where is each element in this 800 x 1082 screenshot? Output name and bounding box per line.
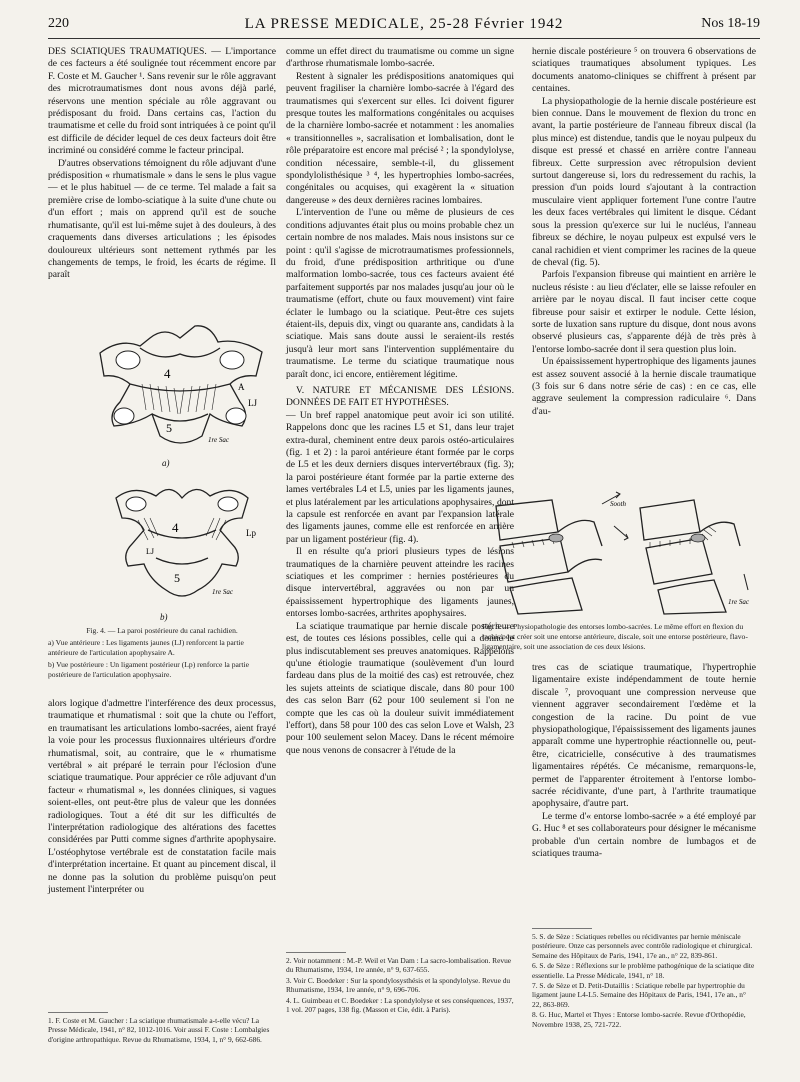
fig5-tag-sooth: Sooth xyxy=(610,500,626,508)
fig4a-tag-5: 5 xyxy=(166,421,172,435)
col3-top xyxy=(532,46,756,418)
col3-bottom xyxy=(532,662,756,861)
fig4b-tag-Lp: Lp xyxy=(246,528,256,538)
paragraph: Le terme d'« entorse lombo-sacrée » a été employé par G. Huc ⁸ et ses collaborateurs pour désigner le mécanisme probable d'un certain nombre de lumbagos et de sciatiques trauma- xyxy=(532,810,756,860)
issue-number: Nos 18-19 xyxy=(701,16,760,31)
fig4a-tag-LJ: LJ xyxy=(248,398,257,408)
paragraph: DES SCIATIQUES TRAUMATIQUES. — L'importance de ces facteurs a été soulignée tout récemment encore par F. Coste et M. Gaucher ¹. Sans revenir sur le rôle aggravant des microtraumatismes dont nous avons déjà parlé, réservons une mention spéciale au rôle aggravant ou prédisposant du froid. Dans certains cas, l'action du traumatisme et celle du froid sont intriquées à ce point qu'il est difficile de décider lequel de ces deux facteurs doit être incriminé ou considéré comme le facteur principal. xyxy=(48,46,276,157)
figure-4b-vertebra-posterior xyxy=(86,474,276,614)
col2-footnotes xyxy=(286,956,514,1015)
fig5-tag-sac: 1re Sac xyxy=(728,598,749,606)
paragraph: hernie discale postérieure ⁵ on trouvera 6 observations de sciatiques traumatiques absolument typiques. Les documents anatomo-cliniques se chiffrent à présent par centaines. xyxy=(532,46,756,95)
page-number: 220 xyxy=(48,16,69,31)
footnote: 8. G. Huc, Martel et Thyes : Entorse lombo-sacrée. Revue d'Orthopédie, Novembre 1938, 25, 721-722. xyxy=(532,1010,746,1029)
col2-text xyxy=(286,46,514,757)
fig4b-tag-sac: 1re Sac xyxy=(212,588,233,596)
fig4b-tag-LJ: LJ xyxy=(146,547,154,556)
fig4a-tag-4: 4 xyxy=(164,366,171,381)
paragraph: — Un bref rappel anatomique peut avoir ici son utilité. Rappelons donc que les racines L5 et S1, dans leur trajet extra-dural, cheminent entre deux parois ostéo-articulaires (fig. 1 et 2) : la paroi antérieure étant formée par le corps de L5 et les deux derniers disques intervertébraux (fig. 3); la paroi postérieure étant formée par la partie externe des lames vertébrales L4 et L5, unies par les ligaments jaunes, et plus latéralement par les articulations apophysaires, dont la capsule est renforcée en avant par l'expansion latérale des ligaments jaunes, comme elle est renforcée en arrière par un ligament postérieur (fig. 4). xyxy=(286,409,514,545)
paragraph: La sciatique traumatique par hernie discale postérieure est, de toutes ces lésions possibles, celle qui a donné le plus indiscutablement ses preuves anatomiques. Rappelons qu'une étiologie traumatique (soulèvement d'un lourd fardeau dans plus de la moitié des cas) est retrouvée, chez les sujets atteints de sciatique discale, dans 80 pour 100 des cas selon Barr (62 pour 100 seulement si l'on ne compte que les cas où la douleur suivit immédiatement l'effort), dans 58 pour 100 des cas selon Love et Walsh, 23 pour 100 seulement selon Macey. Dans le récent mémoire que nous venons de consacrer à l'étude de la xyxy=(286,620,514,756)
paragraph: comme un effet direct du traumatisme ou comme un signe d'arthrose rhumatismale lombo-sacrée. xyxy=(286,46,514,70)
col3-footnotes xyxy=(532,932,756,1030)
caption-text: Fig. 5. — Physiopathologie des entorses lombo-sacrées. Le même effort en flexion du rachis peut créer soit une entorse antérieure, discale, soit une entorse postérieure, flavo-ligamentaire, soit une association de ces deux lésions. xyxy=(482,622,748,651)
paragraph: La physiopathologie de la hernie discale postérieure est bien connue. Dans le mouvement de flexion du tronc en avant, la partie postérieure de l'anneau fibreux discal (la plus mince) est distendue, tandis que le noyau pulpeux du disque est pressé et chassé en arrière contre l'anneau fibreux. Cette surpression avec rétropulsion devient surtout dangereuse si, lors du redressement du rachis, la pression d'un poids lourd s'ajoutant à la contraction musculaire vient appliquer fortement l'une contre l'autre les deux faces vertébrales qui limitent le disque. Cédant sous la pression qu'exerce sur lui le nucléus, l'anneau fibreux se déchire, le noyau pulpeux est expulsé vers le canal rachidien et vient comprimer les racines de la queue de cheval (fig. 5). xyxy=(532,95,756,268)
paragraph: D'autres observations témoignent du rôle adjuvant d'une prédisposition « rhumatismale » dans le sens le plus vague — et le plus habituel — de ce terme. Tel malade a fait sa première crise de lombo-sciatique à la suite d'une chute ou d'un effort ; mais on apprend qu'il est de souche rhumatisante, qu'il est lui-même sujet à des douleurs, à des craquements dans diverses articulations ; les épisodes douloureux ultérieurs sont nettement rythmés par les changements de temps, le froid, les écarts de régime. Il paraît xyxy=(48,157,276,281)
paragraph: L'intervention de l'une ou même de plusieurs de ces conditions adjuvantes était plus ou moins probable chez un certain nombre de nos malades. Mais nous insistons sur ce point : qu'il s'agisse de microtraumatismes professionnels, du froid, d'une prédisposition arthritique ou d'une malformation lombo-sacrée, tous ces facteurs avaient été parfaitement supportés par nos malades jusqu'au jour où le traumatisme (effort, chute ou faux mouvement) vint faire éclater le lumbago ou la sciatique. Peut-être ces sujets étaient-ils, depuis dix, vingt ou quarante ans, candidats à la sciatique. Mais sans doute aussi le seraient-ils restés jusqu'à leur mort sans l'intervention supplémentaire du traumatisme. Le terme du sciatique traumatique nous paraît donc, ici encore, entièrement légitime. xyxy=(286,207,514,380)
caption-b: b) Vue postérieure : Un ligament postérieur (Lp) renforce la partie postérieure de l'articulation apophysaire. xyxy=(48,660,249,679)
figure-5-caption xyxy=(482,622,758,654)
figure-4a-label: a) xyxy=(162,458,170,468)
page-header xyxy=(48,16,760,36)
fig4a-tag-sac: 1re Sac xyxy=(208,436,229,444)
paragraph: tres cas de sciatique traumatique, l'hypertrophie ligamentaire existe indépendamment de toute hernie discale ⁷, provoquant une compression nerveuse que viennent aggraver secondairement l'œdème et la congestion de la racine. Du point de vue physiopathologique, l'épaississement des ligaments jaunes apparaît comme une hypertrophie réactionnelle ou, peut-être, cicatricielle, consécutive à des traumatismes ligamentaires répétés. Ce mécanisme, remarquons-le, permet de l'apparenter étroitement à l'entorse lombo-sacrée récidivante, d'une part, à l'arthrite traumatique apophysaire, d'autre part. xyxy=(532,662,756,810)
figure-4-caption xyxy=(48,626,276,682)
figure-4a-vertebra-anterior xyxy=(80,318,280,458)
paragraph: Parfois l'expansion fibreuse qui maintient en arrière le nucleus résiste : au lieu d'éclater, elle se laisse refouler en arrière par le noyau discal. Il faut inciser cette coque fibreuse pour saisir et extirper le nodule. Cette lésion, sorte de luxation sans rupture du disque, dont nous avons observé plusieurs cas, s'apparente déjà de très près à l'entorse lombo-sacrée dont il sera question plus loin. xyxy=(532,269,756,355)
footnote: 6. S. de Sèze : Réflexions sur le problème pathogénique de la sciatique dite essentielle. La Presse Médicale, 1941, n° 18. xyxy=(532,961,755,980)
caption-a: a) Vue antérieure : Les ligaments jaunes (LJ) renforcent la partie antérieure de l'articulation apophysaire A. xyxy=(48,638,244,657)
figure-5-lumbosacral-sprain xyxy=(482,486,758,618)
fig4a-tag-A: A xyxy=(238,382,245,392)
section-title: V. NATURE ET MÉCANISME DES LÉSIONS. DONNÉES DE FAIT ET HYPOTHÈSES. xyxy=(286,384,514,409)
paragraph: alors logique d'admettre l'interférence des deux processus, traumatique et rhumatismal : soit que la chute ou l'effort, en traumatisant les articulations lombo-sacrées, aient frayé la voie pour les processus fluxionnaires ultérieurs d'ordre rhumatismal, soit, au contraire, que le « rhumatisme vertébral » ait préparé le terrain pour l'éclosion d'une sciatique traumatique. Pour apprécier ce rôle adjuvant d'un facteur « rhumatismal », les données cliniques, si vagues soient-elles, ont peut-être plus de valeur que les données radiologiques. Tout a été dit sur les difficultés de l'interprétation radiologique des altérations des facettes considérées par Putti comme signes d'arthrite apophysaire. L'ostéophytose vertébrale est de constatation facile mais d'interprétation incertaine. Et quant au pincement discal, il ne donne pas la solution du problème puisqu'on peut justement l'interpréter ou xyxy=(48,698,276,896)
figure-4b-label: b) xyxy=(160,612,168,622)
footnote: 5. S. de Sèze : Sciatiques rebelles ou récidivantes par hernie méniscale postérieure. Onze cas personnels avec contrôle radiologique et chirurgical. Semaine des Hôpitaux de Paris, 1941, 17e an., n° 22, 839-861. xyxy=(532,932,753,960)
caption-title: Fig. 4. — La paroi postérieure du canal rachidien. xyxy=(86,626,238,635)
paragraph: Il en résulte qu'a priori plusieurs types de lésions traumatiques de la charnière peuvent atteindre les racines sciatiques et les comprimer : hernies postérieures du disque intervertébral, aggravées ou non par un épaississement hypertrophique des ligaments jaunes, entorses lombo-sacrées, arthrites apophysaires. xyxy=(286,546,514,620)
col1-bottom xyxy=(48,698,276,897)
footnote-rule xyxy=(48,1012,108,1013)
footnote: 2. Voir notamment : M.-P. Weil et Van Dam : La sacro-lombalisation. Revue du Rhumatisme, 1934, 1re année, n° 9, 637-655. xyxy=(286,956,512,975)
paragraph: Restent à signaler les prédispositions anatomiques qui peuvent fragiliser la charnière lombo-sacrée à l'égard des traumatismes qui s'exercent sur elles. Ici doivent figurer presque toutes les malformations congénitales ou acquises de la charnière lombo-sacrée et notamment : les anomalies « transitionnelles », sacralisation et lombalisation, dont le rôle préparatoire est encore mal précisé ² ; la spondylolyse, condition nécessaire, semble-t-il, du glissement spondylolisthésique ³ ⁴, les hypertrophies lombo-sacrées, congénitales ou acquises, qui exagèrent la « situation dangereuse » des deux dernières racines lombaires. xyxy=(286,70,514,206)
footnote-rule xyxy=(286,952,346,953)
footnote: 4. L. Guimbeau et C. Boedeker : La spondylolyse et ses conséquences, 1937, 1 vol. 207 pages, 138 fig. (Masson et Cie, édit. à Paris). xyxy=(286,995,514,1015)
footnote-rule xyxy=(532,928,592,929)
fig4b-tag-4: 4 xyxy=(172,520,179,535)
footnote: 3. Voir C. Boedeker : Sur la spondylosysthésis et la spondylolyse. Revue du Rhumatisme, 1934, 1re année, n° 9, 696-706. xyxy=(286,975,511,995)
footnote: 1. F. Coste et M. Gaucher : La sciatique rhumatismale a-t-elle vécu? La Presse Médicale, 1941, n° 82, 1012-1016. Voir aussi F. Coste : Lombalgies d'origine arthropathique. Revue du Rhumatisme, 1934, 1, n° 9, 662-686. xyxy=(48,1016,270,1044)
header-rule xyxy=(48,38,760,39)
col1-footnotes xyxy=(48,1016,276,1045)
footnote: 7. S. de Sèze et D. Petit-Dutaillis : Sciatique rebelle par hypertrophie du ligament jaune L4-L5. Semaine des Hôpitaux de Paris, 1941, 17e an., n° 22, 863-869. xyxy=(532,981,746,1009)
paragraph: Un épaississement hypertrophique des ligaments jaunes est assez souvent associé à la hernie discale traumatique (3 fois sur 6 dans notre série de cas) : en ce cas, elle aggrave seulement la compression radiculaire ⁶. Dans d'au- xyxy=(532,356,756,417)
journal-title: LA PRESSE MEDICALE, 25-28 Février 1942 xyxy=(244,16,564,32)
fig4b-tag-5: 5 xyxy=(174,571,180,585)
col1-top xyxy=(48,46,276,282)
